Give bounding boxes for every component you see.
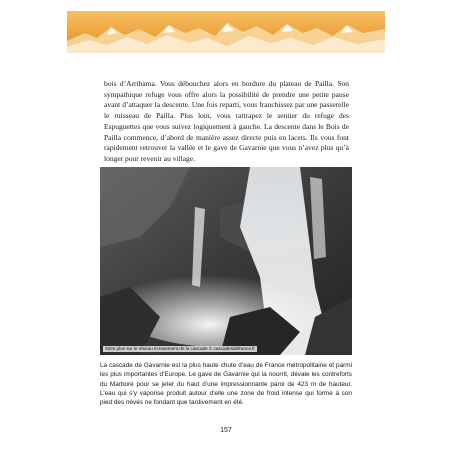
page-number: 157 <box>220 427 232 434</box>
photo-caption: Sites plus sur le réseau écrasement de la cascade © cascadesdefrance.fr <box>105 346 255 351</box>
body-paragraph-bottom: La cascade de Gavarnie est la plus haute chute d’eau de France métropolitaine et parmi les plus importantes d’Europe. Le gave de Gavarnie qui la nourrit, dévale les contreforts du Marboré pour se jeter du haut d’une impressionnante paroi de 423 m de hauteur. L’eau qui s’y vaporise produit autour d’elle une zone de froid intense qui forme à son pied des névés ne fondant que tardivement en été. <box>100 362 352 407</box>
mountain-silhouette-icon <box>67 11 385 53</box>
waterfall-image-icon <box>100 167 352 355</box>
book-page <box>67 0 385 452</box>
body-paragraph-top: bois d’Arribama. Vous débouchez alors en bordure du plateau de Pailla. Son sympathique refuge vous offre alors la possibilité de prendre une petite pause avant d’attaquer la descente. Une fois reparti, vous franchissez par une passerelle le ruisseau de Pailla. Plus loin, vous rattrapez le sentier du refuge des Espuguettes que vous suivez logiquement à gauche. La descente dans le Bois de Pailla commence, d’abord de manière assez directe puis en lacets. Ils vous font rapidement retrouver la vallée et le gave de Gavarnie que vous n’avez plus qu’à longer pour revenir au village. <box>104 79 349 163</box>
mountain-banner <box>67 11 385 53</box>
waterfall-photo <box>100 167 352 355</box>
